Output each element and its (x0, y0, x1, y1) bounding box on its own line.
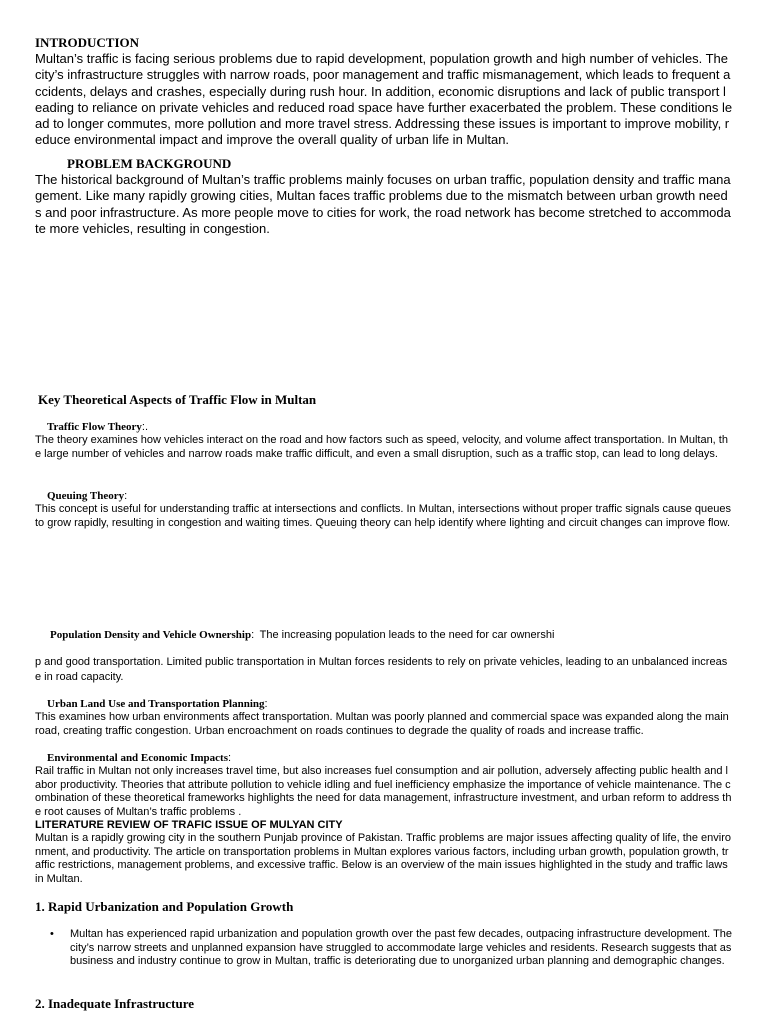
queuing-theory-suffix: : (124, 490, 128, 502)
traffic-flow-theory-subheading (47, 420, 727, 434)
queuing-theory-subheading (47, 489, 727, 503)
inadequate-infrastructure-heading: 2. Inadequate Infrastructure (35, 996, 195, 1011)
list-item (35, 928, 733, 969)
traffic-flow-theory-title: Traffic Flow Theory (47, 421, 142, 433)
bullet-icon: • (50, 928, 54, 940)
problem-background-heading: PROBLEM BACKGROUND (67, 156, 232, 171)
urban-land-use-suffix: : (264, 698, 268, 710)
environmental-impacts-title: Environmental and Economic Impacts (47, 752, 229, 764)
traffic-flow-theory-suffix: :. (141, 421, 149, 433)
problem-background-paragraph: The historical background of Multan’s traffic problems mainly focuses on urban traffic, population density and traffic management. Like many rapidly growing cities, Multan faces traffic problems due to the mismatch between urban growth needs and poor infrastructure. As more people move to cities for work, the road network has become stretched to accommodate more vehicles, resulting in congestion. (35, 172, 731, 236)
population-density-title: Population Density and Vehicle Ownership (50, 629, 252, 641)
population-density-subheading (50, 628, 740, 642)
rapid-urbanization-list (35, 928, 733, 969)
urban-land-use-paragraph: This examines how urban environments affect transportation. Multan was poorly planned and commercial space was expanded along the main road, creating traffic congestion. Urban encroachment on roads continues to degrade the quality of roads and increase traffic. (35, 711, 729, 737)
literature-review-paragraph: Multan is a rapidly growing city in the southern Punjab province of Pakistan. Traffic problems are major issues affecting quality of life, the environment, and productivity. The article on transportation problems in Multan explores various factors, including urban growth, population growth, traffic restrictions, management problems, and excessive traffic. Below is an overview of the main issues highlighted in the study and traffic laws in Multan. (35, 832, 732, 886)
traffic-flow-theory-paragraph: The theory examines how vehicles interact on the road and how factors such as speed, velocity, and volume affect transportation. In Multan, the large number of vehicles and narrow roads make traffic difficult, and even a small disruption, such as a traffic stop, can lead to long delays. (35, 434, 728, 460)
rapid-urbanization-heading: 1. Rapid Urbanization and Population Growth (35, 899, 294, 914)
urban-land-use-title: Urban Land Use and Transportation Planning (47, 698, 265, 710)
environmental-impacts-paragraph: Rail traffic in Multan not only increases travel time, but also increases fuel consumption and air pollution, adversely affecting public health and labor productivity. Theories that attribute pollution to vehicle idling and fuel inefficiency emphasize the importance of vehicle maintenance. The combination of these theoretical frameworks highlights the need for data management, infrastructure investment, and urban reform to address the root causes of Multan’s traffic problems . (35, 765, 732, 819)
population-density-paragraph: p and good transportation. Limited public transportation in Multan forces residents to rely on private vehicles, leading to an unbalanced increase in road capacity. (35, 656, 728, 683)
key-aspects-heading: Key Theoretical Aspects of Traffic Flow in Multan (38, 392, 317, 407)
environmental-impacts-subheading (47, 751, 727, 765)
population-density-lead-text: The increasing population leads to the need for car ownershi (259, 629, 555, 641)
queuing-theory-paragraph: This concept is useful for understanding traffic at intersections and conflicts. In Multan, intersections without proper traffic signals cause queues to grow rapidly, resulting in congestion and waiting times. Queuing theory can help identify where lighting and circuit changes can improve flow. (35, 503, 732, 529)
urban-land-use-subheading (47, 697, 727, 711)
environmental-impacts-suffix: : (228, 752, 232, 764)
queuing-theory-title: Queuing Theory (47, 490, 125, 502)
introduction-paragraph: Multan’s traffic is facing serious problems due to rapid development, population growth and high number of vehicles. The city’s infrastructure struggles with narrow roads, poor management and traffic mismanagement, which leads to frequent accidents, delays and crashes, especially during rush hour. In addition, economic disruptions and lack of public transport leading to reliance on private vehicles and reduced road space have further exacerbated the problem. These conditions lead to longer commutes, more pollution and more travel stress. Addressing these issues is important to improve mobility, reduce environmental impact and improve the overall quality of urban life in Multan. (35, 51, 733, 148)
list-item-text: Multan has experienced rapid urbanization and population growth over the past few decades, outpacing infrastructure development. The city’s narrow streets and unplanned expansion have struggled to accommodate large vehicles and residents. Research suggests that as business and industry continue to grow in Multan, traffic is deteriorating due to unorganized urban planning and demographic changes. (70, 928, 733, 968)
population-density-suffix: : (251, 629, 255, 641)
literature-review-heading: LITERATURE REVIEW OF TRAFIC ISSUE OF MULYAN CITY (35, 819, 343, 831)
introduction-heading: INTRODUCTION (35, 35, 140, 50)
